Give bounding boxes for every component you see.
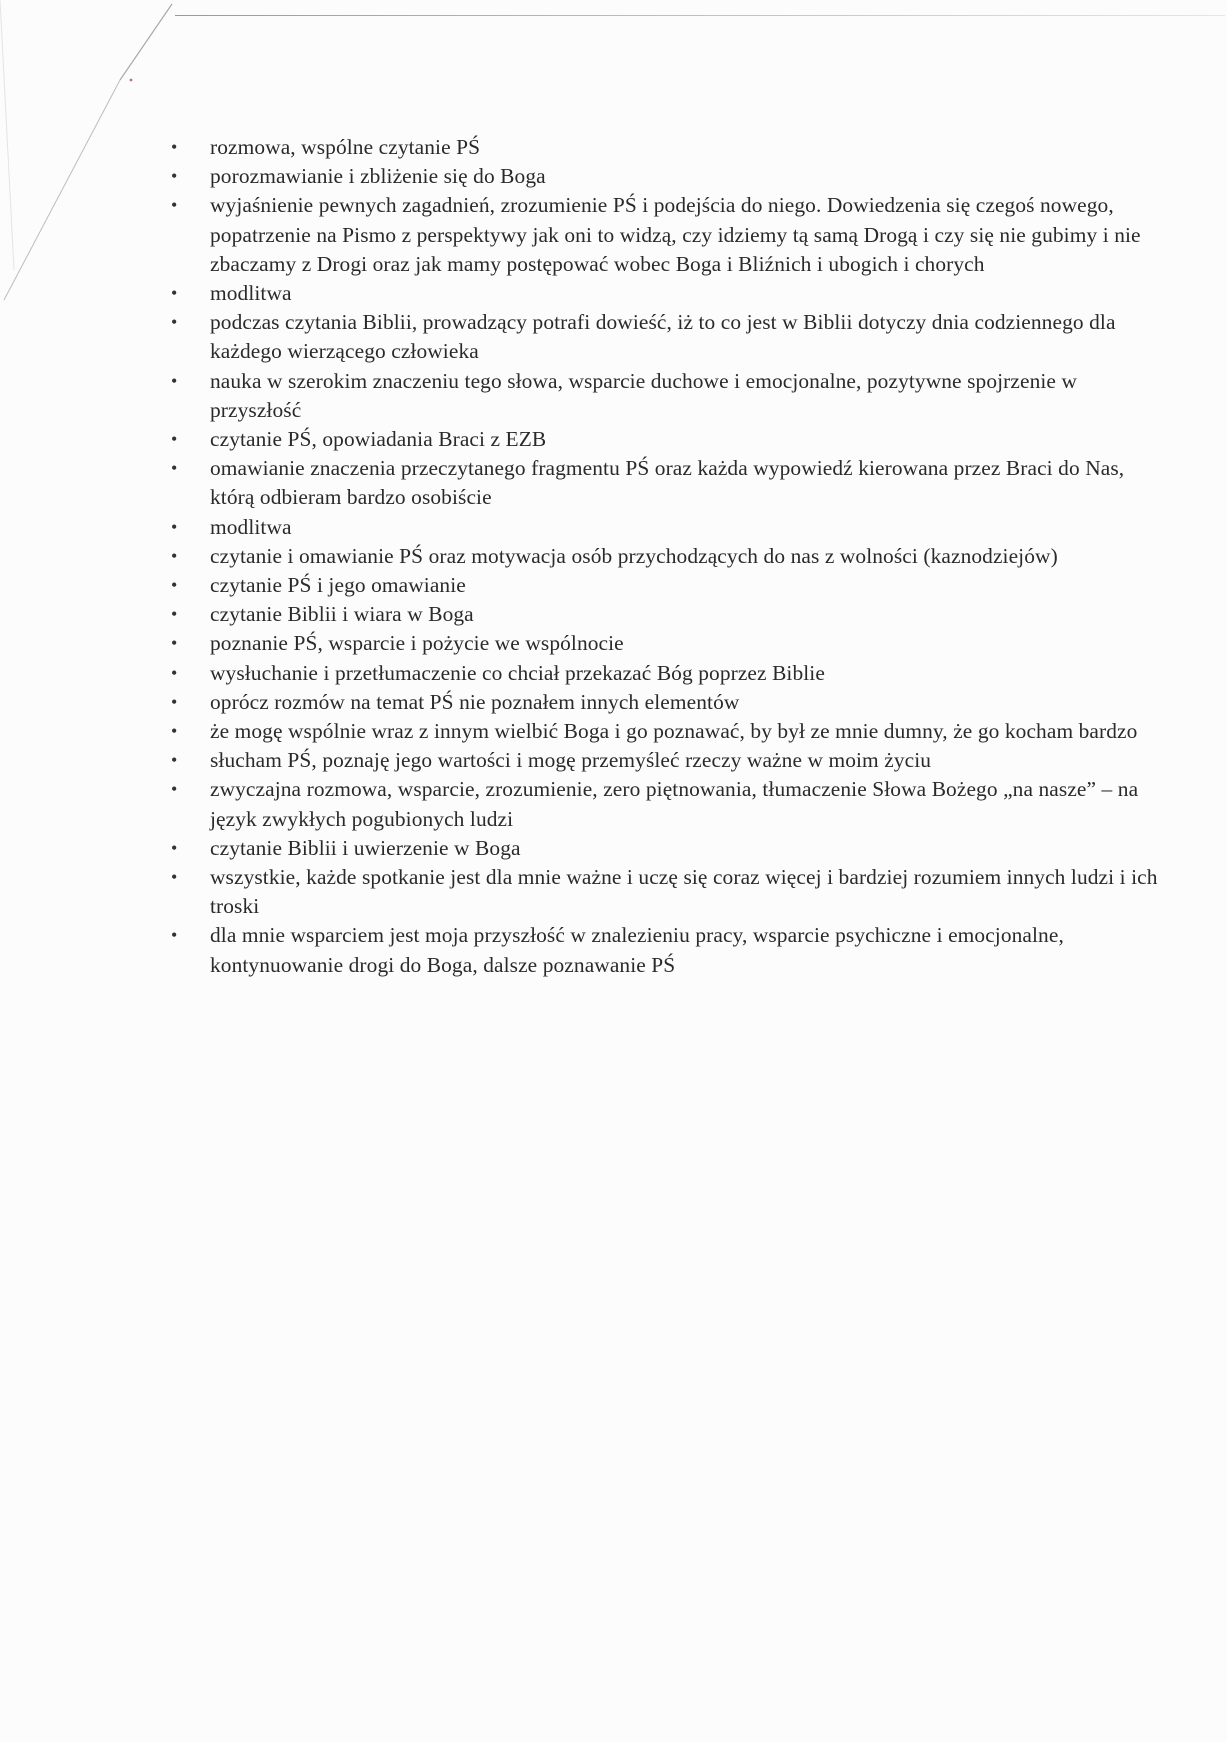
list-item-text: modlitwa xyxy=(210,514,292,539)
list-item-text: czytanie i omawianie PŚ oraz motywacja osób przychodzących do nas z wolności (kaznodziejów) xyxy=(210,543,1058,568)
bullet-icon: • xyxy=(171,370,178,391)
list-item xyxy=(160,863,1160,921)
list-item xyxy=(160,133,1160,162)
bullet-icon: • xyxy=(171,925,178,946)
list-item xyxy=(160,921,1160,979)
list-item xyxy=(160,717,1160,746)
scan-top-edge-line xyxy=(175,15,1225,16)
list-item xyxy=(160,629,1160,658)
list-item-text: modlitwa xyxy=(210,281,292,306)
list-item xyxy=(160,746,1160,775)
bullet-icon: • xyxy=(171,312,178,333)
bullet-icon: • xyxy=(171,837,178,858)
bullet-icon: • xyxy=(171,779,178,800)
bullet-icon: • xyxy=(171,195,178,216)
list-item-text: wysłuchanie i przetłumaczenie co chciał przekazać Bóg poprzez Biblie xyxy=(210,660,825,685)
list-item-text: rozmowa, wspólne czytanie PŚ xyxy=(210,135,481,159)
bullet-icon: • xyxy=(171,633,178,654)
list-item-text: że mogę wspólnie wraz z innym wielbić Boga i go poznawać, by był ze mnie dumny, że go kocham bardzo xyxy=(210,719,1138,744)
bullet-icon: • xyxy=(171,516,178,537)
list-item xyxy=(160,775,1160,833)
list-item-text: zwyczajna rozmowa, wsparcie, zrozumienie, zero piętnowania, tłumaczenie Słowa Bożego „na nasze” – na język zwykłych pogubionych ludzi xyxy=(210,777,1139,831)
response-list xyxy=(160,133,1160,980)
bullet-icon: • xyxy=(171,662,178,683)
list-item-text: dla mnie wsparciem jest moja przyszłość w znalezieniu pracy, wsparcie psychiczne i emocjonalne, kontynuowanie drogi do Boga, dalsze poznawanie PŚ xyxy=(210,923,1064,977)
list-item xyxy=(160,308,1160,366)
list-item xyxy=(160,367,1160,425)
list-item xyxy=(160,513,1160,542)
bullet-icon: • xyxy=(171,604,178,625)
list-item-text: wszystkie, każde spotkanie jest dla mnie ważne i uczę się coraz więcej i bardziej rozumiem innych ludzi i ich troski xyxy=(210,865,1158,919)
bullet-icon: • xyxy=(171,750,178,771)
list-item-text: czytanie Biblii i wiara w Boga xyxy=(210,602,474,627)
list-item-text: oprócz rozmów na temat PŚ nie poznałem innych elementów xyxy=(210,689,740,714)
list-item xyxy=(160,688,1160,717)
list-item-text: nauka w szerokim znaczeniu tego słowa, wsparcie duchowe i emocjonalne, pozytywne spojrzenie w przyszłość xyxy=(210,368,1077,422)
list-item xyxy=(160,162,1160,191)
list-item-text: czytanie PŚ, opowiadania Braci z EZB xyxy=(210,427,547,452)
list-item-text: omawianie znaczenia przeczytanego fragmentu PŚ oraz każda wypowiedź kierowana przez Braci do Nas, którą odbieram bardzo osobiście xyxy=(210,456,1125,510)
list-item xyxy=(160,600,1160,629)
list-item-text: poznanie PŚ, wsparcie i pożycie we wspólnocie xyxy=(210,631,624,656)
bullet-icon: • xyxy=(171,867,178,888)
bullet-icon: • xyxy=(171,458,178,479)
list-item xyxy=(160,425,1160,454)
bullet-icon: • xyxy=(171,575,178,596)
list-item xyxy=(160,834,1160,863)
list-item-text: czytanie PŚ i jego omawianie xyxy=(210,573,466,598)
list-item xyxy=(160,191,1160,279)
list-item-text: słucham PŚ, poznaję jego wartości i mogę przemyśleć rzeczy ważne w moim życiu xyxy=(210,748,932,773)
list-item xyxy=(160,659,1160,688)
list-item xyxy=(160,454,1160,512)
list-item-text: porozmawianie i zbliżenie się do Boga xyxy=(210,164,546,189)
bullet-icon: • xyxy=(171,137,178,157)
list-item xyxy=(160,542,1160,571)
bullet-icon: • xyxy=(171,166,178,187)
bullet-icon: • xyxy=(171,283,178,304)
list-item-text: podczas czytania Biblii, prowadzący potrafi dowieść, iż to co jest w Biblii dotyczy dnia codziennego dla każdego wierzącego człowieka xyxy=(210,310,1116,364)
bullet-icon: • xyxy=(171,429,178,450)
bullet-icon: • xyxy=(171,721,178,742)
list-item-text: czytanie Biblii i uwierzenie w Boga xyxy=(210,835,521,860)
bullet-icon: • xyxy=(171,691,178,712)
list-item xyxy=(160,279,1160,308)
bullet-icon: • xyxy=(171,545,178,566)
list-item-text: wyjaśnienie pewnych zagadnień, zrozumienie PŚ i podejścia do niego. Dowiedzenia się czegoś nowego, popatrzenie na Pismo z perspektywy jak oni to widzą, czy idziemy tą samą Drogą i czy się nie gubimy i nie zbaczamy z Drogi oraz jak mamy postępować wobec Boga i Bliźnich i ubogich i chorych xyxy=(210,193,1141,276)
list-item xyxy=(160,571,1160,600)
response-list-section xyxy=(160,133,1160,980)
